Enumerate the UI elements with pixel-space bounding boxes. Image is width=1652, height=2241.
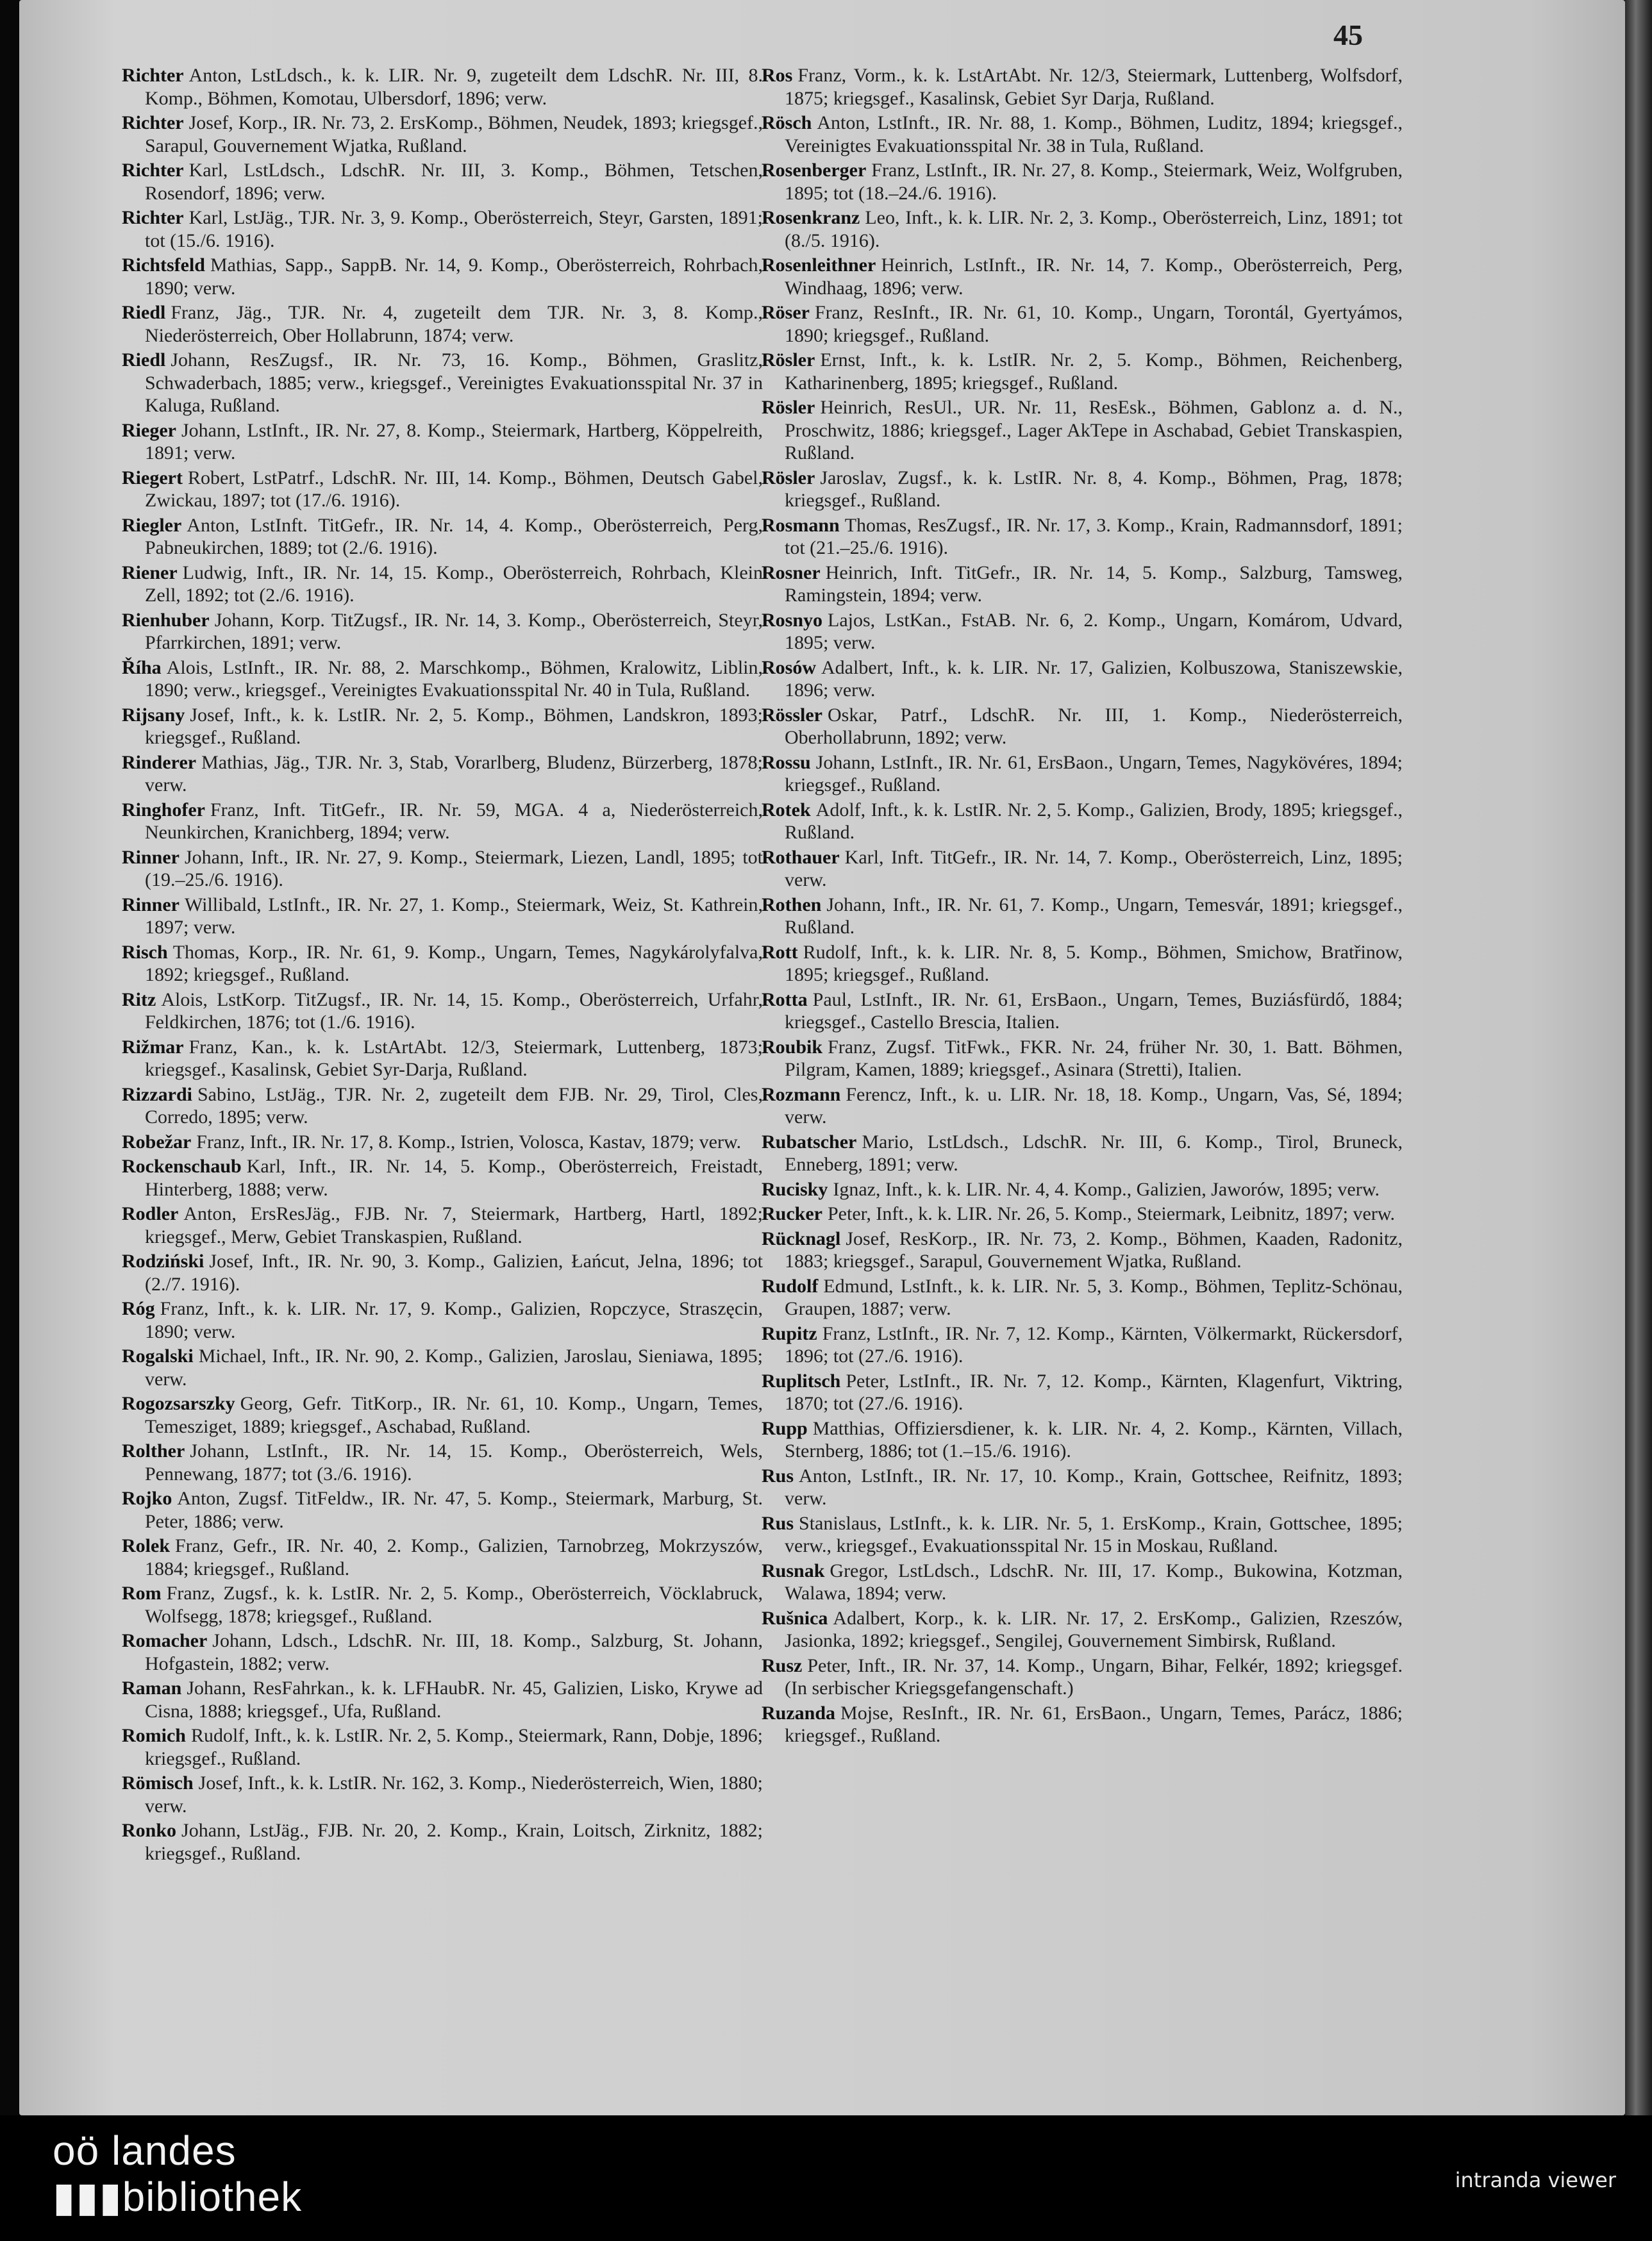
entry-surname: Rušnica: [762, 1607, 828, 1629]
register-entry: [122, 467, 763, 512]
entry-surname: Risch: [122, 941, 168, 963]
register-entry: [122, 64, 763, 110]
register-entry: [762, 1370, 1403, 1415]
right-column: [762, 64, 1403, 1749]
entry-surname: Ringhofer: [122, 799, 205, 821]
page-edge: [1625, 0, 1652, 2115]
entry-surname: Ruplitsch: [762, 1370, 841, 1392]
entry-details: Adalbert, Korp., k. k. LIR. Nr. 17, 2. ErsKomp., Galizien, Rzeszów, Jasionka, 1892; kriegsgef., Sengilej, Gouvernement Simbirsk, Rußland.: [785, 1607, 1403, 1651]
entry-details: Ferencz, Inft., k. u. LIR. Nr. 18, 18. Komp., Ungarn, Vas, Sé, 1894; verw.: [785, 1083, 1403, 1128]
register-entry: [122, 609, 763, 654]
entry-surname: Rosnyo: [762, 609, 823, 631]
register-entry: [122, 1440, 763, 1485]
register-entry: [762, 562, 1403, 607]
entry-details: Franz, Vorm., k. k. LstArtAbt. Nr. 12/3, Steiermark, Luttenberg, Wolfsdorf, 1875; kriegsgef., Kasalinsk, Gebiet Syr Darja, Rußland.: [785, 65, 1403, 109]
register-entry: [122, 846, 763, 892]
register-entry: [762, 1275, 1403, 1320]
entry-details: Anton, LstInft. TitGefr., IR. Nr. 14, 4. Komp., Oberösterreich, Perg, Pabneukirchen, 1889; tot (2./6. 1916).: [145, 514, 763, 558]
entry-details: Peter, Inft., k. k. LIR. Nr. 26, 5. Komp., Steiermark, Leibnitz, 1897; verw.: [827, 1203, 1395, 1224]
register-entry: [122, 112, 763, 157]
register-entry: [122, 1487, 763, 1533]
entry-surname: Rižmar: [122, 1036, 184, 1058]
entry-details: Robert, LstPatrf., LdschR. Nr. III, 14. Komp., Böhmen, Deutsch Gabel, Zwickau, 1897; tot (17./6. 1916).: [145, 467, 763, 511]
register-entry: [122, 1772, 763, 1817]
entry-details: Stanislaus, LstInft., k. k. LIR. Nr. 5, 1. ErsKomp., Krain, Gottschee, 1895; verw., kriegsgef., Evakuationsspital Nr. 15 in Moskau, Rußland.: [785, 1512, 1403, 1556]
entry-surname: Raman: [122, 1678, 182, 1699]
register-entry: [762, 988, 1403, 1034]
entry-details: Josef, Korp., IR. Nr. 73, 2. ErsKomp., Böhmen, Neudek, 1893; kriegsgef., Sarapul, Gouvernement Wjatka, Rußland.: [145, 112, 763, 156]
entry-details: Mathias, Sapp., SappB. Nr. 14, 9. Komp., Oberösterreich, Rohrbach, 1890; verw.: [145, 254, 763, 299]
entry-details: Anton, ErsResJäg., FJB. Nr. 7, Steiermark, Hartberg, Hartl, 1892; kriegsgef., Merw, Gebiet Transkaspien, Rußland.: [145, 1203, 763, 1247]
register-entry: [122, 1036, 763, 1081]
register-entry: [762, 1654, 1403, 1700]
register-entry: [122, 159, 763, 204]
entry-details: Johann, Ldsch., LdschR. Nr. III, 18. Komp., Salzburg, St. Johann, Hofgastein, 1882; verw.: [145, 1630, 763, 1674]
entry-surname: Rosner: [762, 562, 821, 583]
entry-surname: Riegert: [122, 467, 183, 488]
register-entry: [762, 514, 1403, 560]
entry-surname: Rösler: [762, 397, 815, 418]
entry-surname: Rus: [762, 1465, 794, 1487]
entry-surname: Říha: [122, 656, 162, 678]
entry-surname: Rusnak: [762, 1560, 825, 1581]
entry-details: Anton, LstInft., IR. Nr. 17, 10. Komp., Krain, Gottschee, Reifnitz, 1893; verw.: [785, 1465, 1403, 1509]
library-logo-line2[interactable]: [53, 2173, 302, 2221]
viewer-credit-link[interactable]: intranda viewer: [1455, 2168, 1616, 2192]
register-entry: [122, 1535, 763, 1580]
register-entry: [762, 1036, 1403, 1081]
register-entry: [762, 467, 1403, 512]
register-entry: [122, 1131, 763, 1154]
register-entry: [762, 799, 1403, 844]
entry-details: Anton, Zugsf. TitFeldw., IR. Nr. 47, 5. Komp., Steiermark, Marburg, St. Peter, 1886; verw.: [145, 1488, 763, 1532]
page-number: 45: [1333, 19, 1363, 51]
entry-surname: Rizzardi: [122, 1083, 192, 1105]
entry-surname: Rudolf: [762, 1275, 819, 1297]
entry-details: Ignaz, Inft., k. k. LIR. Nr. 4, 4. Komp., Galizien, Jaworów, 1895; verw.: [833, 1178, 1380, 1200]
entry-details: Mario, LstLdsch., LdschR. Nr. III, 6. Komp., Tirol, Bruneck, Enneberg, 1891; verw.: [785, 1131, 1403, 1175]
entry-details: Johann, ResFahrkan., k. k. LFHaubR. Nr. 45, Galizien, Lisko, Krywe ad Cisna, 1888; kriegsgef., Ufa, Rußland.: [145, 1678, 763, 1722]
entry-details: Alois, LstKorp. TitZugsf., IR. Nr. 14, 15. Komp., Oberösterreich, Urfahr, Feldkirchen, 1876; tot (1./6. 1916).: [145, 988, 763, 1033]
entry-details: Lajos, LstKan., FstAB. Nr. 6, 2. Komp., Ungarn, Komárom, Udvard, 1895; verw.: [785, 609, 1403, 653]
entry-details: Franz, LstInft., IR. Nr. 27, 8. Komp., Steiermark, Weiz, Wolfgruben, 1895; tot (18.–24./6. 1916).: [785, 160, 1403, 204]
entry-surname: Ronko: [122, 1820, 177, 1841]
register-entry: [762, 396, 1403, 465]
register-entry: [122, 799, 763, 844]
register-entry: [762, 1131, 1403, 1176]
entry-details: Mojse, ResInft., IR. Nr. 61, ErsBaon., Ungarn, Temes, Parácz, 1886; kriegsgef., Rußland.: [785, 1702, 1403, 1746]
entry-surname: Róg: [122, 1298, 155, 1319]
register-entry: [762, 159, 1403, 204]
entry-details: Karl, LstJäg., TJR. Nr. 3, 9. Komp., Oberösterreich, Steyr, Garsten, 1891; tot (15./6. 1916).: [145, 207, 763, 251]
entry-surname: Ritz: [122, 988, 156, 1010]
entry-details: Johann, Inft., IR. Nr. 61, 7. Komp., Ungarn, Temesvár, 1891; kriegsgef., Rußland.: [785, 894, 1403, 938]
entry-surname: Riener: [122, 562, 178, 583]
left-column: [122, 64, 763, 1867]
register-entry: [122, 1345, 763, 1390]
library-logo-line1[interactable]: oö landes: [53, 2128, 237, 2174]
entry-surname: Riedl: [122, 349, 166, 371]
register-entry: [762, 1228, 1403, 1273]
entry-details: Mathias, Jäg., TJR. Nr. 3, Stab, Vorarlberg, Bludenz, Bürzerberg, 1878; verw.: [145, 751, 763, 796]
entry-surname: Rosów: [762, 656, 817, 678]
register-entry: [122, 514, 763, 560]
entry-details: Franz, Kan., k. k. LstArtAbt. 12/3, Steiermark, Luttenberg, 1873; kriegsgef., Kasalinsk, Gebiet Syr-Darja, Rußland.: [145, 1036, 763, 1080]
entry-surname: Rojko: [122, 1488, 172, 1509]
entry-details: Karl, Inft., IR. Nr. 14, 5. Komp., Oberösterreich, Freistadt, Hinterberg, 1888; verw.: [145, 1156, 763, 1200]
entry-surname: Rösler: [762, 467, 815, 488]
register-entry: [762, 1607, 1403, 1653]
register-entry: [762, 1178, 1403, 1201]
register-entry: [122, 1250, 763, 1295]
entry-surname: Rosmann: [762, 514, 840, 536]
entry-details: Anton, LstLdsch., k. k. LIR. Nr. 9, zugeteilt dem LdschR. Nr. III, 8. Komp., Böhmen, Komotau, Ulbersdorf, 1896; verw.: [145, 65, 763, 109]
entry-details: Jaroslav, Zugsf., k. k. LstIR. Nr. 8, 4. Komp., Böhmen, Prag, 1878; kriegsgef., Rußland.: [785, 467, 1403, 511]
entry-details: Oskar, Patrf., LdschR. Nr. III, 1. Komp., Niederösterreich, Oberhollabrunn, 1892; verw.: [785, 704, 1403, 748]
entry-surname: Rusz: [762, 1654, 803, 1676]
entry-details: Johann, LstJäg., FJB. Nr. 20, 2. Komp., Krain, Loitsch, Zirknitz, 1882; kriegsgef., Rußland.: [145, 1820, 763, 1864]
entry-details: Franz, ResInft., IR. Nr. 61, 10. Komp., Ungarn, Torontál, Gyertyámos, 1890; kriegsgef., Rußland.: [785, 302, 1403, 346]
entry-details: Karl, LstLdsch., LdschR. Nr. III, 3. Komp., Böhmen, Tetschen, Rosendorf, 1896; verw.: [145, 160, 763, 204]
entry-details: Franz, Zugsf. TitFwk., FKR. Nr. 24, früher Nr. 30, 1. Batt. Böhmen, Pilgram, Kamen, 1889; kriegsgef., Asinara (Stretti), Italien.: [785, 1036, 1403, 1080]
register-entry: [122, 254, 763, 299]
entry-surname: Rösler: [762, 349, 815, 371]
register-entry: [762, 1417, 1403, 1463]
entry-details: Franz, Inft., k. k. LIR. Nr. 17, 9. Komp., Galizien, Ropczyce, Straszęcin, 1890; verw.: [145, 1298, 763, 1342]
entry-surname: Rienhuber: [122, 609, 210, 631]
register-entry: [762, 1465, 1403, 1510]
register-entry: [122, 1203, 763, 1248]
entry-details: Franz, Inft. TitGefr., IR. Nr. 59, MGA. 4 a, Niederösterreich, Neunkirchen, Kranichberg, 1894; verw.: [145, 799, 763, 843]
register-entry: [122, 1629, 763, 1675]
entry-surname: Rosenberger: [762, 160, 867, 181]
entry-surname: Rothauer: [762, 846, 840, 868]
entry-surname: Rodler: [122, 1203, 179, 1224]
register-entry: [122, 301, 763, 347]
register-entry: [122, 1392, 763, 1438]
library-logo-text: bibliothek: [122, 2174, 303, 2220]
register-entry: [122, 419, 763, 465]
register-entry: [122, 1297, 763, 1343]
entry-surname: Rosenkranz: [762, 207, 860, 228]
register-entry: [762, 64, 1403, 110]
register-entry: [762, 704, 1403, 749]
entry-surname: Rotek: [762, 799, 811, 821]
entry-surname: Rieger: [122, 419, 176, 441]
entry-surname: Rolek: [122, 1535, 170, 1556]
entry-details: Heinrich, Inft. TitGefr., IR. Nr. 14, 5. Komp., Salzburg, Tamsweg, Ramingstein, 1894; verw.: [785, 562, 1403, 606]
entry-surname: Richter: [122, 65, 184, 86]
register-entry: [762, 1322, 1403, 1368]
entry-surname: Rinner: [122, 894, 179, 915]
entry-surname: Rubatscher: [762, 1131, 857, 1153]
register-entry: [122, 1155, 763, 1201]
entry-details: Leo, Inft., k. k. LIR. Nr. 2, 3. Komp., Oberösterreich, Linz, 1891; tot (8./5. 1916).: [785, 207, 1403, 251]
register-entry: [122, 1724, 763, 1770]
entry-surname: Rijsany: [122, 704, 185, 726]
entry-surname: Rotta: [762, 988, 808, 1010]
entry-surname: Richter: [122, 207, 184, 228]
entry-surname: Rupp: [762, 1417, 808, 1439]
register-entry: [762, 254, 1403, 299]
entry-details: Paul, LstInft., IR. Nr. 61, ErsBaon., Ungarn, Temes, Buziásfürdő, 1884; kriegsgef., Castello Brescia, Italien.: [785, 988, 1403, 1033]
entry-details: Franz, Inft., IR. Nr. 17, 8. Komp., Istrien, Volosca, Kastav, 1879; verw.: [196, 1131, 742, 1153]
entry-details: Franz, Gefr., IR. Nr. 40, 2. Komp., Galizien, Tarnobrzeg, Mokrzyszów, 1884; kriegsgef., Rußland.: [145, 1535, 763, 1579]
entry-details: Franz, Zugsf., k. k. LstIR. Nr. 2, 5. Komp., Oberösterreich, Vöcklabruck, Wolfsegg, 1878; kriegsgef., Rußland.: [145, 1583, 763, 1627]
entry-surname: Rucker: [762, 1203, 822, 1224]
entry-details: Johann, LstInft., IR. Nr. 61, ErsBaon., Ungarn, Temes, Nagykövéres, 1894; kriegsgef., Rußland.: [785, 751, 1403, 796]
entry-details: Josef, Inft., IR. Nr. 90, 3. Komp., Galizien, Łańcut, Jelna, 1896; tot (2./7. 1916).: [145, 1251, 763, 1295]
register-entry: [762, 301, 1403, 347]
register-entry: [122, 1083, 763, 1129]
entry-surname: Richtsfeld: [122, 254, 205, 276]
entry-surname: Rosenleithner: [762, 254, 876, 276]
entry-details: Peter, Inft., IR. Nr. 37, 14. Komp., Ungarn, Bihar, Felkér, 1892; kriegsgef. (In serbischer Kriegsgefangenschaft.): [785, 1654, 1403, 1699]
entry-details: Karl, Inft. TitGefr., IR. Nr. 14, 7. Komp., Oberösterreich, Linz, 1895; verw.: [785, 846, 1403, 890]
entry-details: Rudolf, Inft., k. k. LIR. Nr. 8, 5. Komp., Böhmen, Smichow, Bratřinow, 1895; kriegsgef., Rußland.: [785, 941, 1403, 985]
entry-surname: Rom: [122, 1583, 162, 1604]
entry-surname: Romacher: [122, 1630, 208, 1651]
entry-surname: Rinner: [122, 846, 179, 868]
entry-details: Johann, Korp. TitZugsf., IR. Nr. 14, 3. Komp., Oberösterreich, Steyr, Pfarrkirchen, 1891; verw.: [145, 609, 763, 653]
entry-surname: Rogalski: [122, 1345, 194, 1367]
register-entry: [762, 1512, 1403, 1558]
register-entry: [762, 609, 1403, 654]
register-entry: [122, 562, 763, 607]
entry-surname: Rogozsarszky: [122, 1393, 235, 1414]
register-entry: [762, 751, 1403, 797]
register-entry: [762, 349, 1403, 394]
entry-surname: Rus: [762, 1512, 794, 1534]
logo-bars-icon: ▮▮▮: [53, 2174, 122, 2220]
register-entry: [122, 206, 763, 252]
entry-details: Johann, LstInft., IR. Nr. 27, 8. Komp., Steiermark, Hartberg, Köppelreith, 1891; verw.: [145, 419, 763, 463]
entry-details: Alois, LstInft., IR. Nr. 88, 2. Marschkomp., Böhmen, Kralowitz, Liblin, 1890; verw., kriegsgef., Vereinigtes Evakuationsspital Nr. 40 in Tula, Rußland.: [145, 656, 763, 701]
entry-details: Edmund, LstInft., k. k. LIR. Nr. 5, 3. Komp., Böhmen, Teplitz-Schönau, Graupen, 1887; verw.: [785, 1275, 1403, 1319]
entry-surname: Rolther: [122, 1440, 185, 1462]
entry-details: Franz, Jäg., TJR. Nr. 4, zugeteilt dem TJR. Nr. 3, 8. Komp., Niederösterreich, Ober Hollabrunn, 1874; verw.: [145, 302, 763, 346]
entry-details: Peter, LstInft., IR. Nr. 7, 12. Komp., Kärnten, Klagenfurt, Viktring, 1870; tot (27./6. 1916).: [785, 1370, 1403, 1414]
register-entry: [762, 112, 1403, 157]
entry-surname: Rinderer: [122, 751, 197, 773]
entry-details: Anton, LstInft., IR. Nr. 88, 1. Komp., Böhmen, Luditz, 1894; kriegsgef., Vereinigtes Evakuationsspital Nr. 38 in Tula, Rußland.: [785, 112, 1403, 156]
register-entry: [122, 1582, 763, 1628]
entry-surname: Riegler: [122, 514, 182, 536]
entry-details: Heinrich, ResUl., UR. Nr. 11, ResEsk., Böhmen, Gablonz a. d. N., Proschwitz, 1886; kriegsgef., Lager AkTepe in Aschabad, Gebiet Transkaspien, Rußland.: [785, 397, 1403, 463]
entry-surname: Rösch: [762, 112, 812, 133]
entry-details: Franz, LstInft., IR. Nr. 7, 12. Komp., Kärnten, Völkermarkt, Rückersdorf, 1896; tot (27./6. 1916).: [785, 1322, 1403, 1367]
register-entry: [122, 941, 763, 987]
entry-details: Ernst, Inft., k. k. LstIR. Nr. 2, 5. Komp., Böhmen, Reichenberg, Katharinenberg, 1895; kriegsgef., Rußland.: [785, 349, 1403, 394]
entry-details: Josef, Inft., k. k. LstIR. Nr. 162, 3. Komp., Niederösterreich, Wien, 1880; verw.: [145, 1772, 763, 1817]
entry-details: Ludwig, Inft., IR. Nr. 14, 15. Komp., Oberösterreich, Rohrbach, Klein Zell, 1892; tot (2./6. 1916).: [145, 562, 763, 606]
entry-surname: Röser: [762, 302, 810, 323]
entry-details: Gregor, LstLdsch., LdschR. Nr. III, 17. Komp., Bukowina, Kotzman, Walawa, 1894; verw.: [785, 1560, 1403, 1604]
entry-surname: Robežar: [122, 1131, 192, 1153]
entry-details: Michael, Inft., IR. Nr. 90, 2. Komp., Galizien, Jaroslau, Sieniawa, 1895; verw.: [145, 1345, 763, 1390]
register-entry: [122, 751, 763, 797]
register-entry: [762, 206, 1403, 252]
entry-details: Thomas, Korp., IR. Nr. 61, 9. Komp., Ungarn, Temes, Nagykárolyfalva, 1892; kriegsgef., Rußland.: [145, 941, 763, 985]
register-entry: [762, 1702, 1403, 1747]
entry-surname: Rothen: [762, 894, 822, 915]
entry-details: Adalbert, Inft., k. k. LIR. Nr. 17, Galizien, Kolbuszowa, Staniszewskie, 1896; verw.: [785, 656, 1403, 701]
entry-details: Matthias, Offiziersdiener, k. k. LIR. Nr. 4, 2. Komp., Kärnten, Villach, Sternberg, 1886; tot (1.–15./6. 1916).: [785, 1417, 1403, 1462]
register-entry: [762, 894, 1403, 939]
entry-details: Georg, Gefr. TitKorp., IR. Nr. 61, 10. Komp., Ungarn, Temes, Temesziget, 1889; kriegsgef., Aschabad, Rußland.: [145, 1393, 763, 1437]
entry-surname: Rozmann: [762, 1083, 841, 1105]
register-entry: [762, 1083, 1403, 1129]
register-entry: [762, 656, 1403, 702]
entry-details: Johann, Inft., IR. Nr. 27, 9. Komp., Steiermark, Liezen, Landl, 1895; tot (19.–25./6. 1916).: [145, 846, 763, 890]
register-entry: [762, 1203, 1403, 1226]
register-entry: [122, 656, 763, 702]
entry-surname: Ruzanda: [762, 1702, 836, 1724]
entry-details: Johann, ResZugsf., IR. Nr. 73, 16. Komp., Böhmen, Graslitz, Schwaderbach, 1885; verw., kriegsgef., Vereinigtes Evakuationsspital Nr. 37 in Kaluga, Rußland.: [145, 349, 763, 416]
register-entry: [122, 1677, 763, 1722]
entry-details: Adolf, Inft., k. k. LstIR. Nr. 2, 5. Komp., Galizien, Brody, 1895; kriegsgef., Rußland.: [785, 799, 1403, 843]
entry-surname: Roubik: [762, 1036, 823, 1058]
entry-details: Sabino, LstJäg., TJR. Nr. 2, zugeteilt dem FJB. Nr. 29, Tirol, Cles, Corredo, 1895; verw.: [145, 1083, 763, 1128]
entry-details: Josef, ResKorp., IR. Nr. 73, 2. Komp., Böhmen, Kaaden, Radonitz, 1883; kriegsgef., Sarapul, Gouvernement Wjatka, Rußland.: [785, 1228, 1403, 1272]
entry-details: Josef, Inft., k. k. LstIR. Nr. 2, 5. Komp., Böhmen, Landskron, 1893; kriegsgef., Rußland.: [145, 704, 763, 748]
entry-details: Thomas, ResZugsf., IR. Nr. 17, 3. Komp., Krain, Radmannsdorf, 1891; tot (21.–25./6. 1916).: [785, 514, 1403, 558]
entry-surname: Richter: [122, 112, 184, 133]
entry-surname: Riedl: [122, 302, 166, 323]
register-entry: [762, 846, 1403, 892]
entry-surname: Richter: [122, 160, 184, 181]
entry-surname: Romich: [122, 1725, 186, 1746]
register-entry: [122, 1819, 763, 1865]
entry-details: Johann, LstInft., IR. Nr. 14, 15. Komp., Oberösterreich, Wels, Pennewang, 1877; tot (3./6. 1916).: [145, 1440, 763, 1485]
entry-surname: Rucisky: [762, 1178, 828, 1200]
entry-details: Heinrich, LstInft., IR. Nr. 14, 7. Komp., Oberösterreich, Perg, Windhaag, 1896; verw.: [785, 254, 1403, 299]
register-entry: [122, 894, 763, 939]
entry-details: Willibald, LstInft., IR. Nr. 27, 1. Komp., Steiermark, Weiz, St. Kathrein, 1897; verw.: [145, 894, 763, 938]
register-entry: [762, 941, 1403, 987]
register-entry: [762, 1560, 1403, 1605]
entry-surname: Rockenschaub: [122, 1156, 242, 1177]
entry-surname: Rott: [762, 941, 798, 963]
entry-surname: Rupitz: [762, 1322, 817, 1344]
register-entry: [122, 349, 763, 417]
entry-surname: Ros: [762, 65, 793, 86]
entry-surname: Rücknagl: [762, 1228, 841, 1249]
entry-details: Rudolf, Inft., k. k. LstIR. Nr. 2, 5. Komp., Steiermark, Rann, Dobje, 1896; kriegsgef., Rußland.: [145, 1725, 763, 1769]
register-entry: [122, 704, 763, 749]
entry-surname: Rössler: [762, 704, 822, 726]
entry-surname: Römisch: [122, 1772, 194, 1794]
register-entry: [122, 988, 763, 1034]
entry-surname: Rodziński: [122, 1251, 204, 1272]
entry-surname: Rossu: [762, 751, 811, 773]
